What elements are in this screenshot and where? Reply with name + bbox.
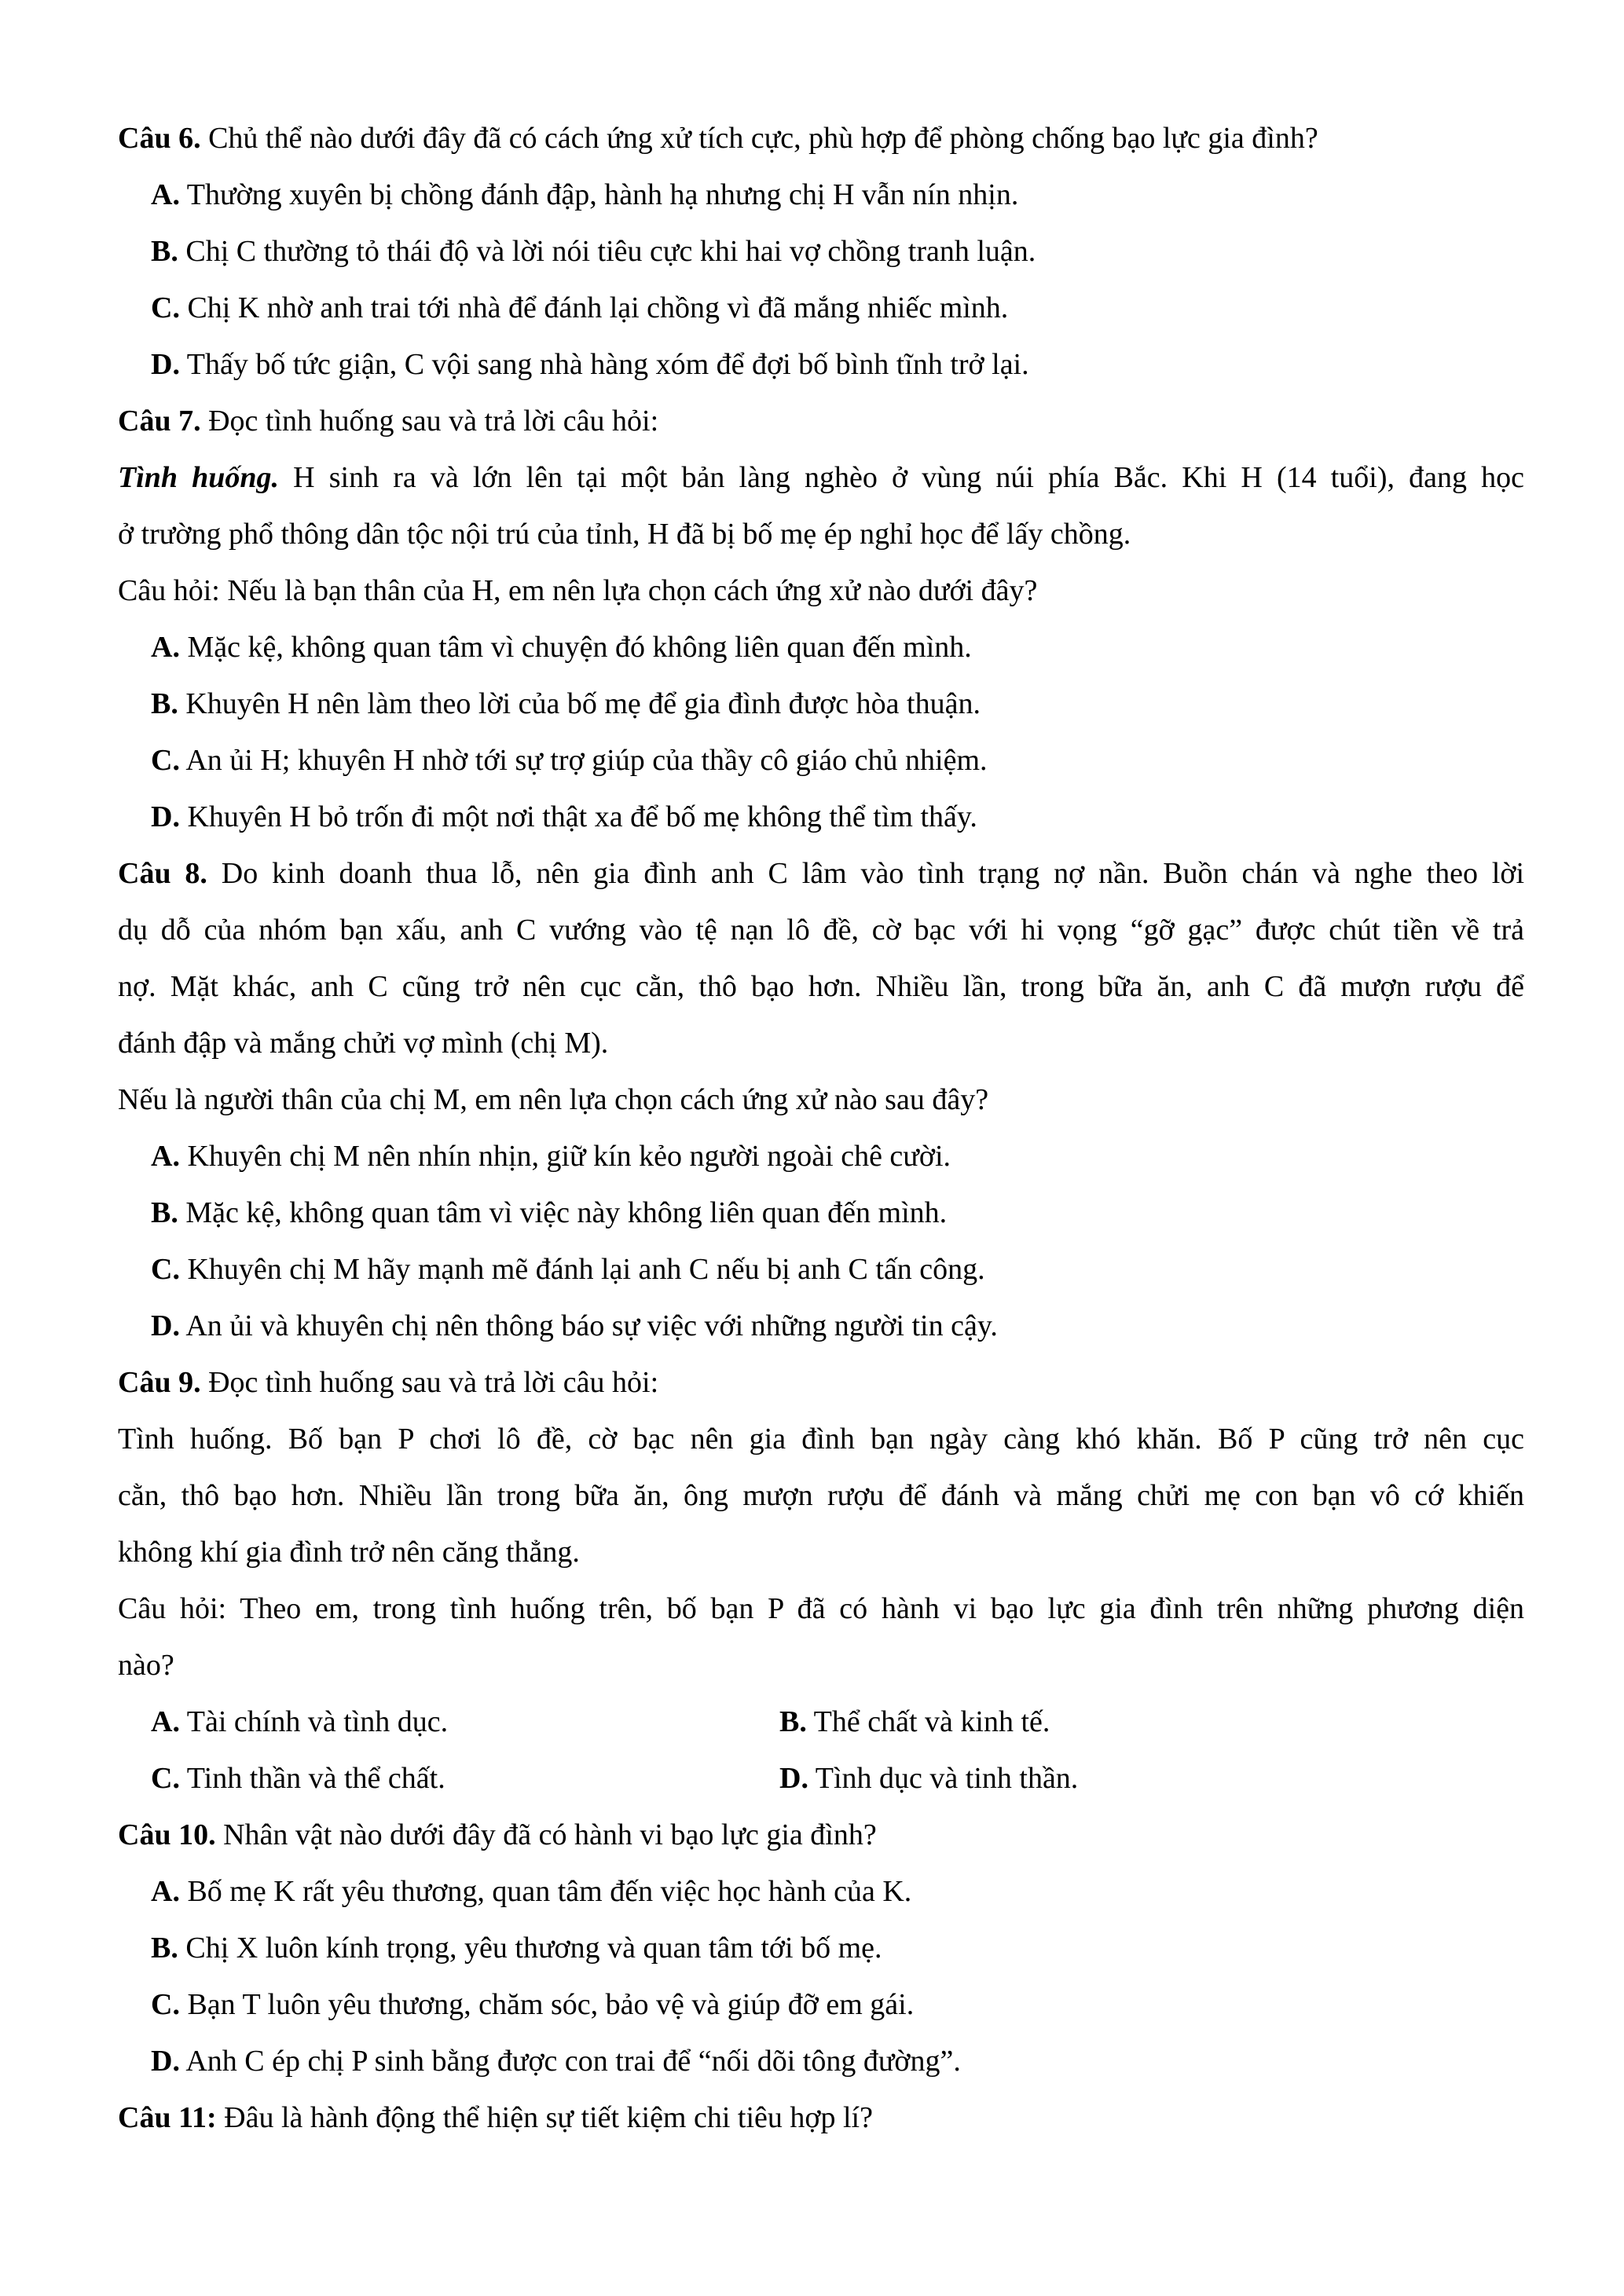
question-text: Đọc tình huống sau và trả lời câu hỏi: (200, 1366, 659, 1399)
question-6-stem (118, 110, 1524, 167)
question-9-stem (118, 1354, 1524, 1411)
question-7-situation-line-1: Tình huống. H sinh ra và lớn lên tại một bản làng nghèo ở vùng núi phía Bắc. Khi H (14 tuổi), đang học (118, 461, 1524, 494)
question-label: Câu 8. (118, 857, 207, 890)
question-8-line-4: đánh đập và mắng chửi vợ mình (chị M). (118, 1027, 609, 1060)
question-10-stem (118, 1807, 1524, 1863)
option-7d: D. Khuyên H bỏ trốn đi một nơi thật xa để bố mẹ không thể tìm thấy. (151, 800, 977, 833)
question-label: Câu 7. (118, 405, 201, 438)
option-6a: A. Thường xuyên bị chồng đánh đập, hành hạ nhưng chị H vẫn nín nhịn. (151, 178, 1019, 211)
question-label: Câu 9. (118, 1366, 201, 1399)
question-9-question-line-2: nào? (118, 1649, 174, 1682)
option-8b: B. Mặc kệ, không quan tâm vì việc này không liên quan đến mình. (151, 1196, 948, 1229)
option-6c: C. Chị K nhờ anh trai tới nhà để đánh lại chồng vì đã mắng nhiếc mình. (151, 291, 1009, 324)
option-10c: C. Bạn T luôn yêu thương, chăm sóc, bảo vệ và giúp đỡ em gái. (151, 1988, 915, 2021)
question-11-stem (118, 2089, 1524, 2146)
question-7-question: Câu hỏi: Nếu là bạn thân của H, em nên lựa chọn cách ứng xử nào dưới đây? (118, 574, 1038, 607)
option-9b: B. Thể chất và kinh tế. (779, 1705, 1050, 1738)
situation-label: Tình huống. (118, 461, 280, 494)
question-9-line-3: không khí gia đình trở nên căng thẳng. (118, 1536, 580, 1569)
option-9c: C. Tinh thần và thể chất. (151, 1762, 445, 1795)
question-text: Đâu là hành động thể hiện sự tiết kiệm chi tiêu hợp lí? (216, 2101, 873, 2134)
question-9-line-2: cằn, thô bạo hơn. Nhiều lần trong bữa ăn, ông mượn rượu để đánh và mắng chửi mẹ con bạn vô cớ khiến (118, 1479, 1524, 1512)
option-8d: D. An ủi và khuyên chị nên thông báo sự việc với những người tin cậy. (151, 1309, 998, 1342)
question-text: Đọc tình huống sau và trả lời câu hỏi: (200, 405, 659, 438)
option-10d: D. Anh C ép chị P sinh bằng được con trai để “nối dõi tông đường”. (151, 2045, 961, 2078)
question-8-line-3: nợ. Mặt khác, anh C cũng trở nên cục cằn, thô bạo hơn. Nhiều lần, trong bữa ăn, anh C đã mượn rượu để (118, 970, 1524, 1003)
option-10a: A. Bố mẹ K rất yêu thương, quan tâm đến việc học hành của K. (151, 1875, 912, 1908)
option-8c: C. Khuyên chị M hãy mạnh mẽ đánh lại anh C nếu bị anh C tấn công. (151, 1253, 985, 1286)
question-label: Câu 6. (118, 122, 201, 155)
option-10b: B. Chị X luôn kính trọng, yêu thương và quan tâm tới bố mẹ. (151, 1932, 882, 1965)
option-9d: D. Tình dục và tinh thần. (779, 1762, 1079, 1795)
question-label: Câu 10. (118, 1818, 216, 1851)
question-7-situation-line-2: ở trường phổ thông dân tộc nội trú của tỉnh, H đã bị bố mẹ ép nghỉ học để lấy chồng. (118, 518, 1131, 551)
question-8-line-2: dụ dỗ của nhóm bạn xấu, anh C vướng vào tệ nạn lô đề, cờ bạc với hi vọng “gỡ gạc” được chút tiền về trả (118, 914, 1524, 947)
option-6b: B. Chị C thường tỏ thái độ và lời nói tiêu cực khi hai vợ chồng tranh luận. (151, 235, 1036, 268)
question-7-stem (118, 393, 1524, 449)
question-text: Nhân vật nào dưới đây đã có hành vi bạo lực gia đình? (215, 1818, 877, 1851)
option-7c: C. An ủi H; khuyên H nhờ tới sự trợ giúp của thầy cô giáo chủ nhiệm. (151, 744, 988, 777)
question-text: Chủ thể nào dưới đây đã có cách ứng xử tích cực, phù hợp để phòng chống bạo lực gia đình? (200, 122, 1318, 155)
option-row-9cd (118, 1750, 1524, 1807)
option-6d: D. Thấy bố tức giận, C vội sang nhà hàng xóm để đợi bố bình tĩnh trở lại. (151, 348, 1029, 381)
option-row-9ab (118, 1694, 1524, 1750)
question-8-line-1: Câu 8. Do kinh doanh thua lỗ, nên gia đình anh C lâm vào tình trạng nợ nần. Buồn chán và nghe theo lời (118, 857, 1525, 890)
question-9-question-line-1: Câu hỏi: Theo em, trong tình huống trên, bố bạn P đã có hành vi bạo lực gia đình trên những phương diện (118, 1592, 1524, 1625)
option-7b: B. Khuyên H nên làm theo lời của bố mẹ để gia đình được hòa thuận. (151, 687, 981, 720)
question-9-line-1: Tình huống. Bố bạn P chơi lô đề, cờ bạc nên gia đình bạn ngày càng khó khăn. Bố P cũng trở nên cục (118, 1423, 1524, 1456)
question-8-question: Nếu là người thân của chị M, em nên lựa chọn cách ứng xử nào sau đây? (118, 1083, 989, 1116)
option-7a: A. Mặc kệ, không quan tâm vì chuyện đó không liên quan đến mình. (151, 631, 972, 664)
question-label: Câu 11: (118, 2101, 217, 2134)
option-9a: A. Tài chính và tình dục. (151, 1705, 449, 1738)
option-8a: A. Khuyên chị M nên nhín nhịn, giữ kín kẻo người ngoài chê cười. (151, 1140, 951, 1173)
document-page (118, 110, 1524, 2146)
